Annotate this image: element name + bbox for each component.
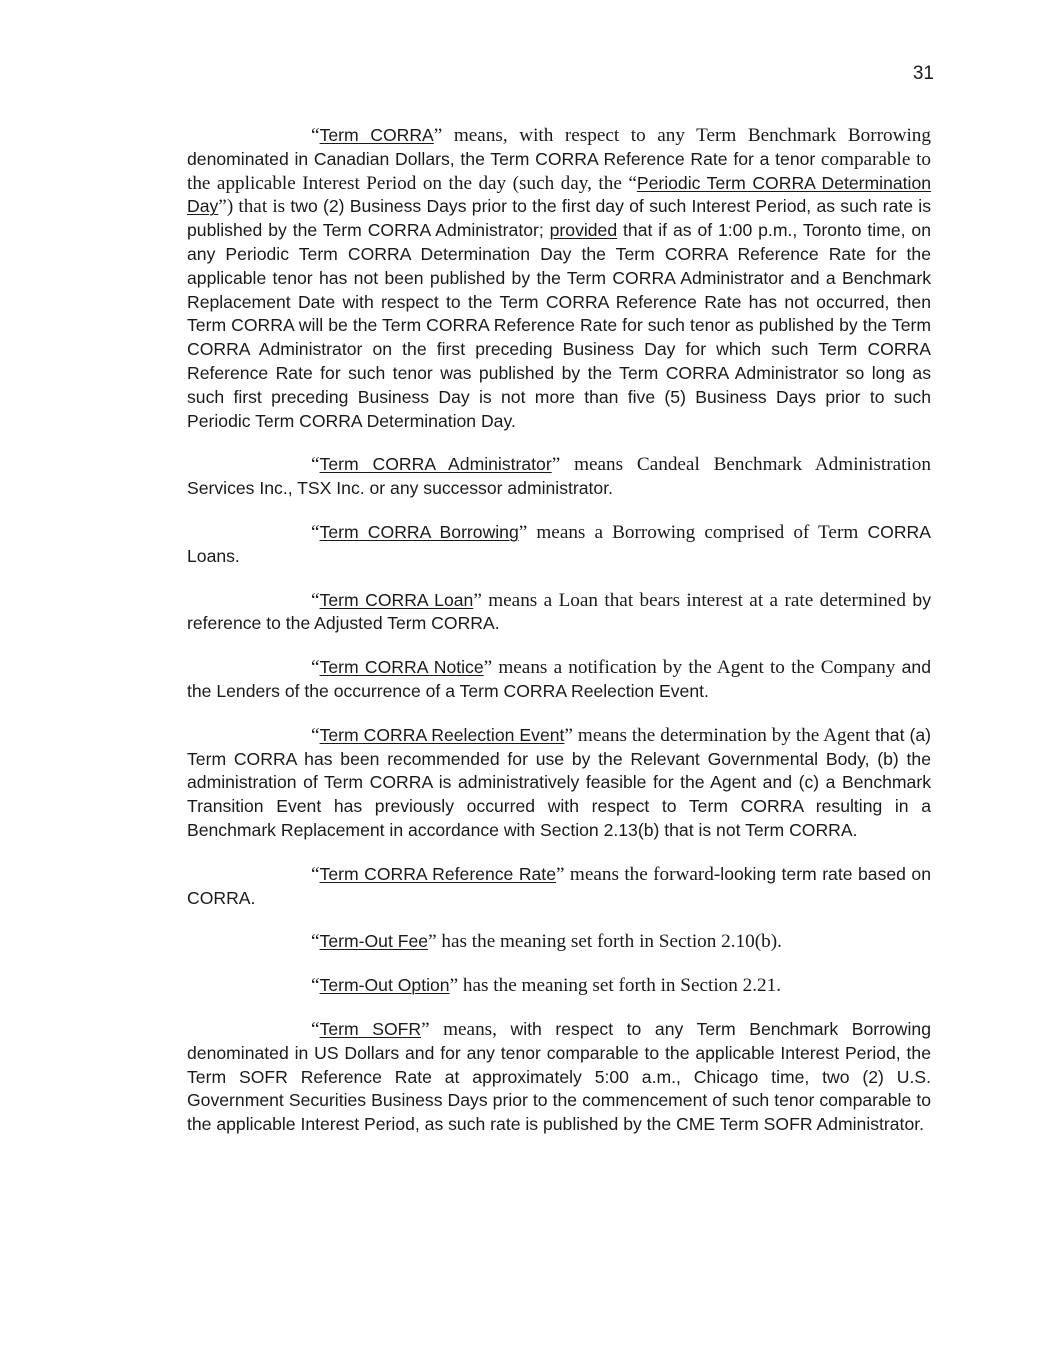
page-number: 31	[912, 63, 934, 84]
defined-term: Term CORRA	[319, 125, 434, 145]
definition-term-corra-borrowing	[187, 521, 931, 569]
definition-text: two (2) Business Days prior to the first day of such Interest Period, as such rate is published by the Term CORRA Administrator;	[187, 196, 931, 241]
defined-term: Term SOFR	[319, 1018, 422, 1039]
close-quote: ”	[564, 724, 573, 746]
open-quote: “	[311, 589, 320, 611]
definition-intro: means Candeal Benchmark Administration	[560, 454, 931, 476]
definition-term-out-option	[187, 974, 931, 998]
open-quote: “	[311, 724, 320, 746]
definition-text-serif: ”) that is	[218, 196, 286, 218]
definition-text-serif: comparable to the applicable Interest Period on the day (such day, the “	[187, 148, 931, 194]
definition-text: with respect to any Term Benchmark Borrowing denominated in US Dollars and for any tenor comparable to the applicable Interest Period, the Term SOFR Reference Rate at approximately 5:00 a.m., Chicago time, two (2) U.S. Government Securities Business Days prior to the commencement of such tenor comparable to the applicable Interest Period, as such rate is published by the CME Term SOFR Administrator.	[187, 1018, 931, 1135]
defined-term: Term CORRA Administrator	[319, 454, 552, 475]
definition-text: that (a) Term CORRA has been recommended for use by the Relevant Governmental Body, (b) the administration of Term CORRA is administratively feasible for the Agent and (c) a Benchmark Transition Event has previously occurred with respect to Term CORRA resulting in a Benchmark Replacement in accordance with Section 2.13(b) that is not Term CORRA.	[187, 724, 932, 840]
definition-intro: means a notification by the Agent to the Company	[492, 657, 896, 679]
defined-term-inline: provided	[549, 220, 618, 241]
definition-term-corra	[187, 124, 931, 433]
defined-term: Term-Out Option	[319, 975, 450, 996]
close-quote: ”	[473, 589, 482, 611]
defined-term: Term CORRA Reference Rate	[319, 863, 556, 884]
close-quote: ”	[551, 454, 561, 476]
open-quote: “	[311, 125, 320, 146]
definition-intro: means a Borrowing comprised of Term	[527, 521, 859, 543]
defined-term: Term CORRA Loan	[319, 589, 474, 610]
definition-intro: means, with respect to any Term Benchmark Borrowing	[442, 125, 931, 146]
definition-intro: has the meaning set forth in Section 2.21.	[458, 975, 782, 997]
definition-term-corra-notice	[187, 656, 931, 704]
definition-term-corra-reference-rate	[187, 863, 931, 911]
open-quote: “	[311, 863, 320, 885]
definition-text: denominated in Canadian Dollars, the Term CORRA Reference Rate for a tenor	[187, 148, 816, 169]
definition-text: CORRA Loans.	[187, 521, 931, 566]
defined-term: Term CORRA Reelection Event	[319, 724, 565, 745]
definition-term-sofr	[187, 1018, 931, 1137]
definition-term-corra-reelection-event	[187, 724, 931, 843]
defined-term: Term-Out Fee	[319, 931, 429, 952]
definitions-section	[187, 124, 931, 1157]
close-quote: ”	[518, 521, 528, 543]
defined-term: Term CORRA Borrowing	[319, 521, 519, 542]
definition-term-corra-administrator	[187, 453, 931, 501]
open-quote: “	[311, 1018, 320, 1040]
definition-term-corra-loan	[187, 589, 931, 637]
close-quote: ”	[421, 1018, 430, 1040]
close-quote: ”	[428, 931, 437, 953]
open-quote: “	[311, 975, 320, 997]
definition-intro: means the forward-	[564, 863, 721, 885]
defined-term-inline: Periodic Term CORRA Determination Day	[187, 172, 932, 217]
open-quote: “	[311, 657, 320, 679]
defined-term: Term CORRA Notice	[319, 657, 484, 678]
definition-intro: means the determination by the Agent	[572, 724, 871, 746]
open-quote: “	[311, 931, 320, 953]
definition-term-out-fee	[187, 930, 931, 954]
definition-intro: has the meaning set forth in Section 2.10(b).	[436, 931, 782, 953]
open-quote: “	[311, 454, 320, 476]
definition-text: Services Inc., TSX Inc. or any successor administrator.	[187, 478, 613, 499]
definition-intro: means a Loan that bears interest at a rate determined	[481, 589, 906, 611]
close-quote: ”	[483, 657, 493, 679]
open-quote: “	[311, 521, 320, 543]
close-quote: ”	[449, 975, 459, 997]
close-quote: ”	[433, 125, 443, 146]
definition-text: that if as of 1:00 p.m., Toronto time, on any Periodic Term CORRA Determination Day the Term CORRA Reference Rate for the applicable tenor has not been published by the Term CORRA Administrator and a Benchmark Replacement Date with respect to the Term CORRA Reference Rate has not occurred, then Term CORRA will be the Term CORRA Reference Rate for such tenor as published by the Term CORRA Administrator on the first preceding Business Day for which such Term CORRA Reference Rate for such tenor was published by the Term CORRA Administrator so long as such first preceding Business Day is not more than five (5) Business Days prior to such Periodic Term CORRA Determination Day.	[187, 220, 931, 431]
definition-intro: means,	[429, 1018, 497, 1040]
definition-text: looking term rate based on CORRA.	[187, 863, 931, 908]
definition-text: by reference to the Adjusted Term CORRA.	[187, 589, 931, 634]
definition-text: and the Lenders of the occurrence of a Term CORRA Reelection Event.	[187, 657, 931, 701]
close-quote: ”	[555, 863, 565, 885]
